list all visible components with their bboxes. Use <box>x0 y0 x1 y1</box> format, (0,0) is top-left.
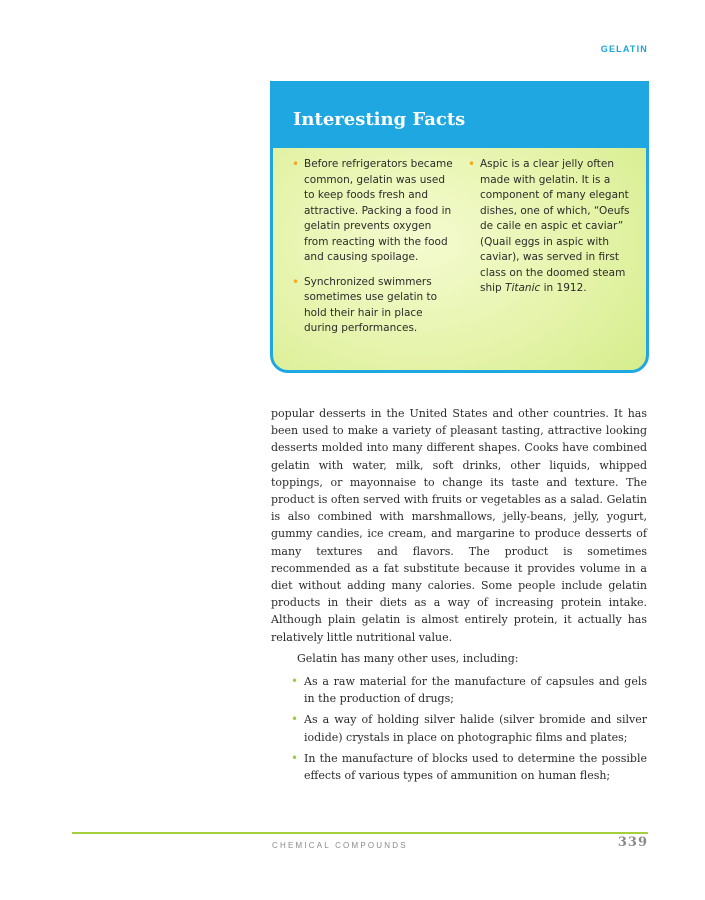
fact-item <box>291 157 456 266</box>
list-item <box>291 750 647 784</box>
facts-left-column <box>291 157 456 346</box>
uses-list <box>291 673 647 788</box>
fact-text: Synchronized swimmers sometimes use gelatin to hold their hair in place during performances. <box>304 275 438 334</box>
fact-item <box>291 275 456 337</box>
page-number: 339 <box>617 835 648 850</box>
facts-box-header <box>273 84 646 148</box>
bullet-icon: • <box>292 274 300 289</box>
body-paragraph: popular desserts in the United States and other countries. It has been used to make a variety of pleasant tasting, attractive looking desserts molded into many different shapes. Cooks have combined gelatin with water, milk, soft drinks, other liquids, whipped toppings, or mayonnaise to change its taste and texture. The product is often served with fruits or vegetables as a salad. Gelatin is also combined with marshmallows, jelly-beans, jelly, yogurt, gummy candies, ice cream, and margarine to produce desserts of many textures and flavors. The product is sometimes recommended as a fat substitute because it provides volume in a diet without adding many calories. Some people include gelatin products in their diets as a way of increasing protein intake. Although plain gelatin is almost entirely protein, it actually has relatively little nutritional value. <box>271 407 647 644</box>
footer-book-title: CHEMICAL COMPOUNDS <box>272 841 408 850</box>
interesting-facts-box <box>270 81 649 373</box>
bullet-icon: • <box>291 674 299 688</box>
list-item <box>291 673 647 707</box>
bullet-icon: • <box>468 157 476 171</box>
facts-box-title: Interesting Facts <box>293 109 466 130</box>
fact-text: Before refrigerators became common, gelatin was used to keep foods fresh and attractive. Packing a food in gelatin prevents oxygen from reacting with the food and causing spoilage. <box>304 158 453 263</box>
uses-intro: Gelatin has many other uses, including: <box>297 652 519 665</box>
fact-item <box>467 157 635 297</box>
ship-name: Titanic <box>505 282 541 294</box>
list-item-text: As a way of holding silver halide (silver bromide and silver iodide) crystals in place on photographic films and plates; <box>304 713 647 744</box>
footer-rule <box>72 832 648 834</box>
bullet-icon: • <box>291 712 299 727</box>
list-item <box>291 711 647 745</box>
running-head: GELATIN <box>600 44 648 54</box>
list-item-text: As a raw material for the manufacture of capsules and gels in the production of drugs; <box>304 675 647 706</box>
fact-text-after: in 1912. <box>540 282 587 294</box>
bullet-icon: • <box>292 157 300 171</box>
fact-text-before: Aspic is a clear jelly often made with gelatin. It is a component of many elegant dishes, one of which, “Oeufs de caile en aspic et caviar” (Quail eggs in aspic with caviar), was served in first class on the doomed steam ship <box>480 158 630 294</box>
bullet-icon: • <box>291 750 299 765</box>
list-item-text: In the manufacture of blocks used to determine the possible effects of various types of ammunition on human flesh; <box>304 751 647 783</box>
facts-right-column <box>467 157 635 306</box>
